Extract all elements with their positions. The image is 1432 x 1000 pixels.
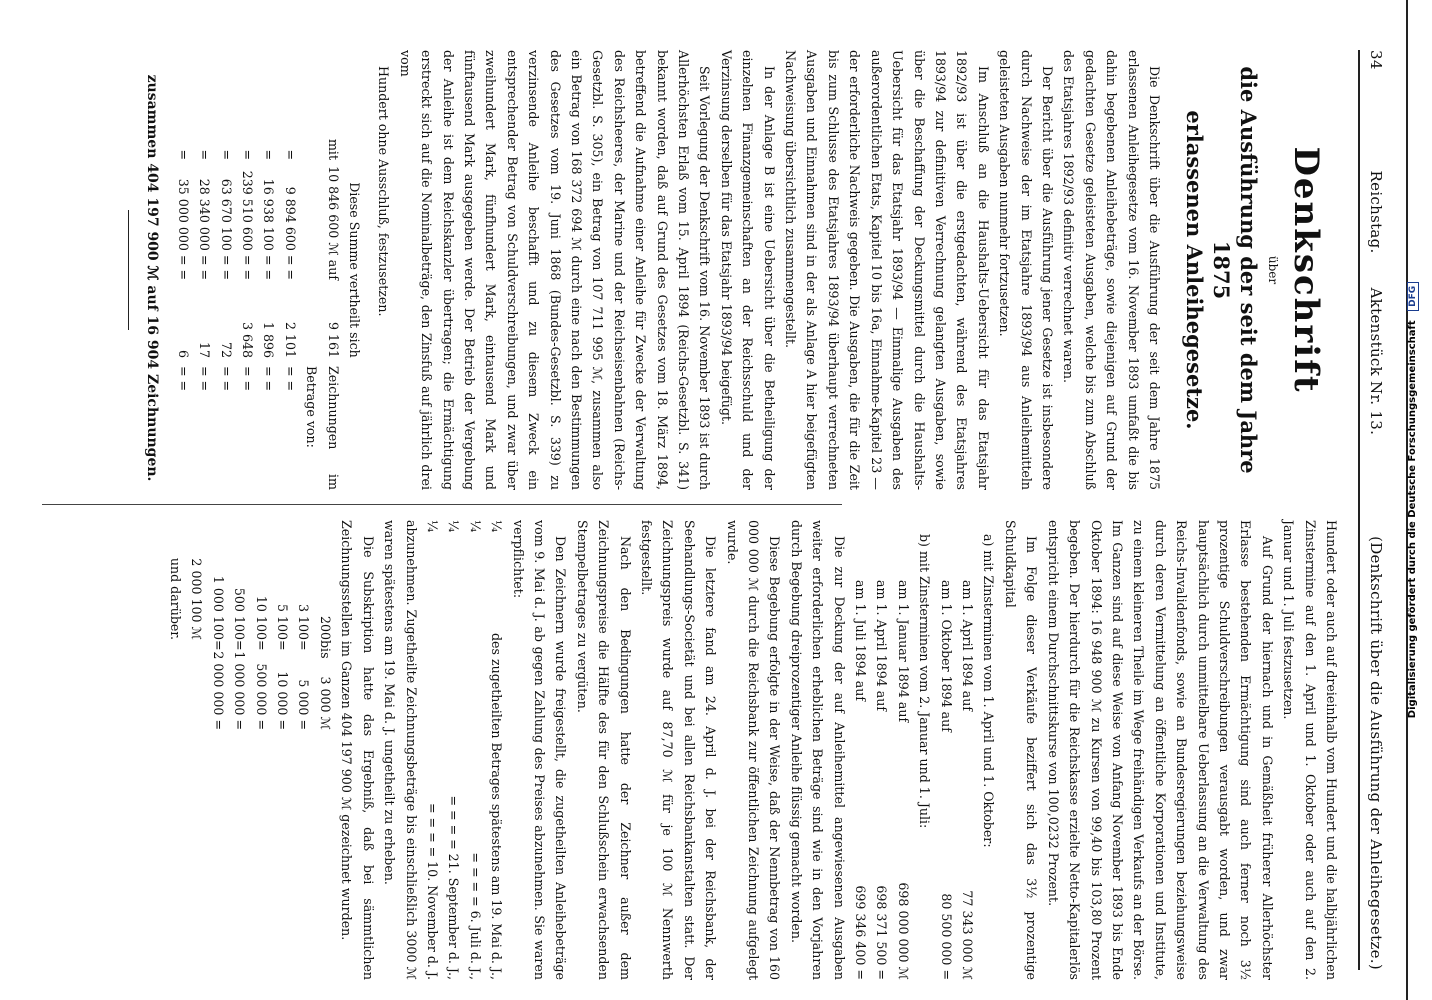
header-center <box>1367 171 1385 436</box>
sum-suffix: = = <box>261 366 277 392</box>
paragraph: abzunehmen. Zugetheilte Zeichnungsbeträge bis einschließlich 3000 ℳ waren spätestens am 19. Mai d. J. ungetheilt zu erheben. <box>382 520 419 980</box>
sum-prefix: = <box>175 149 191 160</box>
sum-amount: 28 340 000 = = <box>197 178 213 280</box>
list-value: 698 000 000 ℳ <box>895 882 911 980</box>
paragraph: Die Subskription hatte das Ergebniß, daß bei sämmtlichen Zeichnungsstellen im Ganzen 404 197 900 ℳ gezeichnet wurden. <box>339 520 376 980</box>
sum-suffix: = = <box>239 366 255 392</box>
list-value: 698 371 500 = <box>874 885 890 980</box>
sum-prefix: = <box>218 149 234 160</box>
page-number: 34 <box>1367 50 1385 70</box>
list-label: am 1. Januar 1894 auf <box>895 580 911 723</box>
denomination-end <box>272 730 293 980</box>
installment-text: = = = = 10. November d. J. <box>424 802 440 980</box>
paragraph: Die letztere fand am 24. April d. J. bei der Reichsbank, der Seehandlungs-Societät und bei allen Reichsbankanstalten statt. Der Zeichnungspreis wurde auf 87,70 ℳ für je 100 ℳ Nennwerth festgestellt. <box>639 520 719 980</box>
denomination-to: 10 000 = <box>275 671 291 730</box>
sum-prefix: = <box>239 149 255 160</box>
denomination-row <box>250 520 271 980</box>
paragraph: Der Bericht über die Ausführung jener Gesetze ist insbesondere durch Nachweise der im Etatsjahre 1893/94 aus Anleihemitteln geleisteten Ausgaben nunmehr fortzusetzen. <box>997 50 1055 490</box>
paragraph: Im Folge dieser Verkäufe beziffert sich das 3½ prozentige Schuldkapital <box>1002 520 1040 980</box>
denomination-from: 1 000 100 <box>210 575 226 640</box>
sum-row <box>279 50 300 490</box>
sum-suffix: = = <box>218 366 234 392</box>
sum-count: 3 648 <box>239 321 255 358</box>
denomination-to: 500 000 = <box>253 663 269 730</box>
sum-row <box>215 50 236 490</box>
paragraph: Auf Grund der hiernach und in Gemäßheit früherer Allerhöchster Erlasse bestehenden Ermächtigung sind auch ferner noch 3½ prozentige Schuldverschreibungen verausgabt worden, und zwar hauptsächlich durch unmittelbare Ueberlassung an die Verwaltung des Reichs-Invalidenfonds, sowie an Bundesregierungen beziehungsweise durch deren Vermittelung an öffentliche Korporationen und Institute, zu einem kleineren Theile im Wege freihändigen Verkaufs an der Börse. Im Ganzen sind auf diese Weise von Anfang November 1893 bis Ende Oktober 1894: 16 948 900 ℳ zu Kursen von 99,40 bis 103,80 Prozent begeben. Der hierdurch für die Reichskasse erzielte Netto-Kapitalerlös entspricht einem Durchschnittskurse von 100,0232 Prozent. <box>1045 520 1275 980</box>
sum-row <box>194 50 215 490</box>
list-row <box>957 520 978 980</box>
header-reichstag: Reichstag. <box>1367 170 1385 254</box>
denomination-end <box>315 730 336 980</box>
sum-prefix: = <box>197 149 213 160</box>
installment-row <box>464 520 485 980</box>
credit-text: Digitalisierung gefördert durch die Deutsche Forschungsgemeinschaft <box>1407 320 1418 719</box>
paragraph: Diese Begebung erfolgte in der Weise, daß der Nennbetrag von 160 000 000 ℳ durch die Reichsbank zur öffentlichen Zeichnung aufgelegt wurde. <box>724 520 783 980</box>
sum-table <box>172 50 343 490</box>
installment-fraction: ¼ <box>467 520 483 533</box>
denomination-joiner: = <box>232 640 248 651</box>
denomination-row <box>229 520 250 980</box>
denomination-end <box>165 730 208 980</box>
denomination-to: 2 000 000 = <box>210 651 226 730</box>
denomination-end <box>207 730 228 980</box>
list-a-heading: a) mit Zinsterminen vom 1. April und 1. Oktober: <box>981 534 997 848</box>
denomination-joiner: = <box>275 640 291 651</box>
list-row <box>850 520 871 980</box>
paragraph: In der Anlage B ist eine Uebersicht über die Betheiligung der einzelnen Finanzgemeinschaften an der Reichsschuld und der Verzinsung derselben für das Etatsjahr 1893/94 beigefügt. <box>718 50 777 490</box>
right-column <box>22 520 1342 980</box>
dfg-logo: DFG <box>1407 282 1419 311</box>
denomination-spacer <box>250 520 271 550</box>
list-label: am 1. Juli 1894 auf <box>853 580 869 702</box>
installment-row <box>422 520 443 980</box>
denomination-joiner: = <box>210 640 226 651</box>
denomination-to: 5 000 = <box>296 679 312 730</box>
denomination-joiner <box>165 640 208 650</box>
paragraph: Nach den Bedingungen hatte der Zeichner außer dem Zeichnungspreise die Hälfte des für den Schlußschein erwachsenden Stempelbetrages zu vergüten. <box>574 520 633 980</box>
list-value: 699 346 400 = <box>853 885 869 980</box>
sum-suffix: Zeichnungen im Betrage von: <box>304 366 341 490</box>
paragraph: Den Zeichnern wurde freigestellt, die zugetheilten Anleihebeträge vom 9. Mai d. J. ab gegen Zahlung des Preises abzunehmen. Sie waren verpflichtet: <box>510 520 569 980</box>
denomination-row <box>293 520 314 980</box>
sum-count: 2 101 <box>282 321 298 358</box>
denomination-end <box>229 730 250 980</box>
document-subtitle-line2: erlassenen Anleihegesetze. <box>1182 110 1207 430</box>
installment-text: = = = = 21. September d. J., <box>446 795 462 980</box>
document-title: Denkschrift <box>1286 146 1326 394</box>
denomination-row <box>207 520 228 980</box>
denomination-row <box>272 520 293 980</box>
column-divider <box>42 504 842 505</box>
paragraph: Hundert ohne Ausschluß, festzusetzen. <box>376 66 392 317</box>
sum-amount: 9 894 600 = = <box>282 186 298 280</box>
list-a <box>935 520 978 980</box>
list-b-heading: b) mit Zinsterminen vom 2. Januar und 1. Juli: <box>917 534 933 829</box>
header-aktenstueck: Aktenstück Nr. 13. <box>1367 287 1385 436</box>
denomination-joiner: = <box>253 640 269 651</box>
denomination-to: 1 000 000 = <box>232 651 248 730</box>
sum-prefix: mit <box>325 138 341 160</box>
sum-amount: 16 938 100 = = <box>261 178 277 280</box>
installment-row <box>443 520 464 980</box>
denomination-row <box>165 520 208 980</box>
denomination-list <box>165 520 336 980</box>
denomination-joiner: = <box>296 640 312 651</box>
denomination-spacer <box>272 520 293 550</box>
denomination-spacer <box>315 520 336 550</box>
denomination-row <box>315 520 336 980</box>
digitization-credit <box>1407 20 1423 980</box>
sum-heading: Diese Summe vertheilt sich <box>346 182 362 358</box>
sum-amount: 239 510 600 = = <box>239 170 255 280</box>
denomination-to <box>165 650 208 730</box>
sum-row <box>237 50 258 490</box>
sum-suffix: = = <box>197 366 213 392</box>
sum-amount: 63 670 100 = = <box>218 178 234 280</box>
document-subtitle-line1: die Ausführung der seit dem Jahre 1875 <box>1209 66 1261 474</box>
sum-suffix: = = <box>175 366 191 392</box>
denomination-from: 3 100 <box>296 603 312 640</box>
list-label: am 1. April 1894 auf <box>960 580 976 712</box>
page-header <box>1358 50 1388 970</box>
denomination-from: 2 000 100 ℳ und darüber. <box>168 557 205 640</box>
list-b <box>850 520 914 980</box>
sum-count: 6 <box>175 349 191 358</box>
installment-fraction: ¼ <box>446 520 462 533</box>
sum-prefix: = <box>282 149 298 160</box>
title-ueber: über <box>1266 255 1280 285</box>
paragraph: Die zur Deckung der auf Anleihemittel angewiesenen Ausgaben weiter erforderlichen erheblichen Beträge sind wie in den Vorjahren durch Begebung dreiprozentiger Anleihe flüssig gemacht worden. <box>788 520 847 980</box>
paragraph: Hundert oder auch auf dreieinhalb vom Hundert und die halbjährlichen Zinstermine auf den 1. April und 1. Oktober oder auch auf den 2. Januar und 1. Juli festzusetzen. <box>1281 520 1339 980</box>
installment-text: = = = = 6. Juli d. J., <box>467 852 483 980</box>
installment-fraction: ¼ <box>424 520 440 533</box>
title-block <box>1181 50 1328 490</box>
sum-amount: 10 846 600 ℳ auf <box>325 166 341 280</box>
denomination-from: 10 100 <box>253 595 269 640</box>
sum-amount: 35 000 000 = = <box>175 178 191 280</box>
list-row <box>935 520 956 980</box>
sum-total: zusammen 404 197 900 ℳ auf 16 904 Zeichnungen. <box>144 74 161 482</box>
end-rule <box>128 210 129 330</box>
denomination-from: 200 <box>317 615 333 640</box>
denomination-spacer <box>293 520 314 550</box>
installment-fraction: ¼ <box>489 520 505 533</box>
sum-count: 72 <box>218 341 234 358</box>
denomination-spacer <box>207 520 228 550</box>
sum-row <box>258 50 279 490</box>
list-label: am 1. April 1894 auf <box>874 580 890 712</box>
sum-count: 9 161 <box>325 321 341 358</box>
sum-prefix: = <box>261 149 277 160</box>
sum-count: 17 <box>197 341 213 358</box>
sum-row <box>301 50 344 490</box>
sum-row <box>172 50 193 490</box>
denomination-end <box>293 730 314 980</box>
installment-list <box>422 520 508 980</box>
paragraph: Seit Vorlegung der Denkschrift vom 16. November 1893 ist durch Allerhöchsten Erlaß vom 15. April 1894 (Reichs-Gesetzbl. S. 341) bekannt worden, daß auf Grund des Gesetzes vom 18. März 1894, betreffend die Aufnahme einer Anleihe für Zwecke der Verwaltung des Reichsheeres, der Marine und der Reichseisenbahnen (Reichs-Gesetzbl. S. 305), ein Betrag von 107 711 995 ℳ, zusammen also ein Betrag von 168 372 694 ℳ durch eine nach den Bestimmungen des Gesetzes vom 19. Juni 1868 (Bundes-Gesetzbl. S. 339) zu verzinsende Anleihe beschafft und zu diesem Zweck ein entsprechender Betrag von Schuldverschreibungen, und zwar über zweihundert Mark, fünfhundert Mark, eintausend Mark und fünftausend Mark ausgegeben werde. Der Betrieb der Vergebung der Anleihe ist dem Reichskanzler übertragen; die Ermächtigung erstreckt sich auf die Nominalbeträge, den Zinsfuß auf jährlich drei vom <box>397 50 713 490</box>
list-row <box>892 520 913 980</box>
list-label: am 1. Oktober 1894 auf <box>938 580 954 732</box>
installment-row <box>486 520 507 980</box>
installment-text: des zugetheilten Betrages spätestens am 19. Mai d. J., <box>489 633 505 980</box>
sum-suffix: = = <box>282 366 298 392</box>
denomination-joiner: bis <box>317 640 333 659</box>
denomination-end <box>250 730 271 980</box>
list-row <box>871 520 892 980</box>
paragraph: Im Anschluß an die Haushalts-Uebersicht für das Etatsjahr 1892/93 ist über die erstgedachten, während des Etatsjahres 1893/94 zur definitiven Verrechnung gelangten Ausgaben, sowie über die Beschaffung der Deckungsmittel durch die Haushalts-Uebersicht für das Etatsjahr 1893/94 — Einmalige Ausgaben des außerordentlichen Etats, Kapitel 10 bis 16a, Einnahme-Kapitel 23 — der erforderliche Nachweis gegeben. Die Ausgaben, die für die Zeit bis zum Schlusse des Etatsjahres 1893/94 überhaupt verrechneten Ausgaben und Einnahmen sind in der als Anlage A hier beigefügten Nachweisung übersichtlich zusammengestellt. <box>783 50 991 490</box>
denomination-from: 5 100 <box>275 603 291 640</box>
paragraph: Die Denkschrift über die Ausführung der seit dem Jahre 1875 erlassenen Anleihegesetze vom 16. November 1893 umfaßt die bis dahin begebenen Anleihebeträge, sowie diejenigen auf Grund der gedachten Gesetze geleisteten Ausgaben, welche bis zum Abschluß des Etatsjahres 1892/93 definitiv verrechnet waren. <box>1061 50 1162 490</box>
denomination-spacer <box>165 520 208 550</box>
header-running-title: (Denkschrift über die Ausführung der Anleihegesetze.) <box>1367 536 1385 970</box>
denomination-from: 500 100 <box>232 587 248 640</box>
list-value: 80 500 000 = <box>938 893 954 980</box>
left-column <box>22 50 1342 490</box>
sum-count: 1 896 <box>261 321 277 358</box>
list-value: 77 343 000 ℳ <box>960 890 976 980</box>
denomination-spacer <box>229 520 250 550</box>
denomination-to: 3 000 ℳ <box>317 676 333 730</box>
